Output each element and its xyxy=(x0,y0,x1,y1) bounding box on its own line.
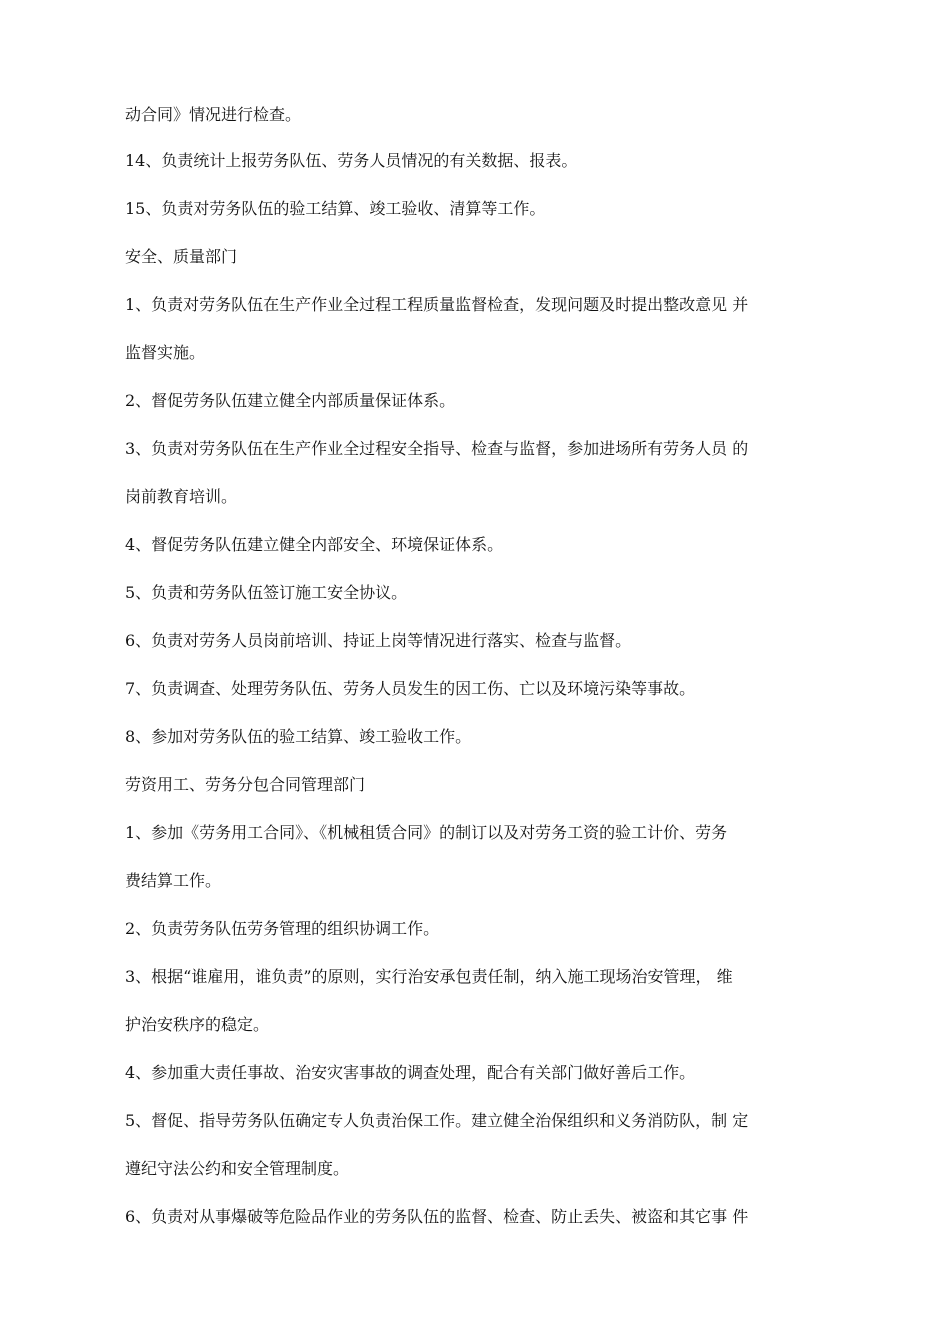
document-page xyxy=(125,104,847,1228)
text-line-contract-check: 动合同》情况进行检查。 xyxy=(125,105,302,124)
text-line-labor-3b: 护治安秩序的稳定。 xyxy=(125,1015,270,1034)
text-line-item-15: 15、负责对劳务队伍的验工结算、竣工验收、清算等工作。 xyxy=(125,199,546,218)
section-heading-labor-contract: 劳资用工、劳务分包合同管理部门 xyxy=(125,775,366,794)
text-line-labor-4: 4、参加重大责任事故、治安灾害事故的调查处理，配合有关部门做好善后工作。 xyxy=(125,1063,696,1082)
text-line-safety-6: 6、负责对劳务人员岗前培训、持证上岗等情况进行落实、检查与监督。 xyxy=(125,631,632,650)
text-line-labor-6a: 6、负责对从事爆破等危险品作业的劳务队伍的监督、检查、防止丢失、被盗和其它事 件 xyxy=(125,1207,749,1226)
text-line-labor-2: 2、负责劳务队伍劳务管理的组织协调工作。 xyxy=(125,919,440,938)
text-line-safety-3a: 3、负责对劳务队伍在生产作业全过程安全指导、检查与监督，参加进场所有劳务人员 的 xyxy=(125,439,749,458)
text-line-safety-1a: 1、负责对劳务队伍在生产作业全过程工程质量监督检查，发现问题及时提出整改意见 并 xyxy=(125,295,749,314)
text-line-labor-5b: 遵纪守法公约和安全管理制度。 xyxy=(125,1159,350,1178)
text-line-labor-3a: 3、根据“谁雇用，谁负责”的原则，实行治安承包责任制，纳入施工现场治安管理， 维 xyxy=(125,967,733,986)
text-line-safety-8: 8、参加对劳务队伍的验工结算、竣工验收工作。 xyxy=(125,727,472,746)
text-line-safety-7: 7、负责调查、处理劳务队伍、劳务人员发生的因工伤、亡以及环境污染等事故。 xyxy=(125,679,696,698)
text-line-safety-1b: 监督实施。 xyxy=(125,343,206,362)
text-line-labor-1a: 1、参加《劳务用工合同》、《机械租赁合同》的制订以及对劳务工资的验工计价、劳务 xyxy=(125,823,728,842)
text-line-safety-2: 2、督促劳务队伍建立健全内部质量保证体系。 xyxy=(125,391,456,410)
text-line-labor-1b: 费结算工作。 xyxy=(125,871,222,890)
text-line-safety-5: 5、负责和劳务队伍签订施工安全协议。 xyxy=(125,583,408,602)
text-line-labor-5a: 5、督促、指导劳务队伍确定专人负责治保工作。建立健全治保组织和义务消防队，制 定 xyxy=(125,1111,749,1130)
text-line-safety-3b: 岗前教育培训。 xyxy=(125,487,238,506)
text-line-safety-4: 4、督促劳务队伍建立健全内部安全、环境保证体系。 xyxy=(125,535,504,554)
section-heading-safety-quality: 安全、质量部门 xyxy=(125,247,238,266)
text-line-item-14: 14、负责统计上报劳务队伍、劳务人员情况的有关数据、报表。 xyxy=(125,151,578,170)
